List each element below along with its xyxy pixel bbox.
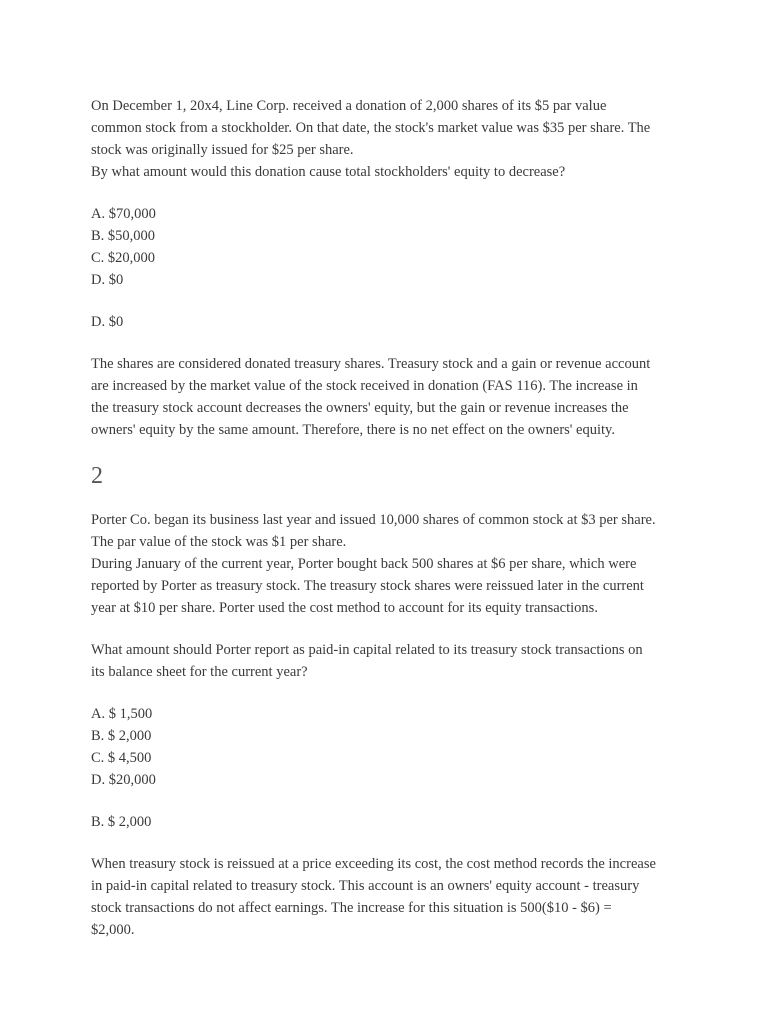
text-line: On December 1, 20x4, Line Corp. received a donation of 2,000 shares of its $5 par value [91, 98, 607, 114]
spacer [91, 833, 691, 853]
spacer [91, 791, 691, 811]
question-2-stem [91, 509, 691, 619]
text-line: are increased by the market value of the stock received in donation (FAS 116). The increase in [91, 378, 638, 394]
question-1-explanation [91, 353, 691, 441]
text-line: common stock from a stockholder. On that date, the stock's market value was $35 per share. The [91, 120, 651, 136]
question-2-explanation [91, 853, 691, 941]
text-line: By what amount would this donation cause total stockholders' equity to decrease? [91, 164, 566, 180]
answer-text: B. $ 2,000 [91, 814, 152, 830]
text-line: Porter Co. began its business last year and issued 10,000 shares of common stock at $3 per share. [91, 512, 656, 528]
question-1-stem [91, 95, 691, 183]
spacer [91, 333, 691, 353]
text-line: When treasury stock is reissued at a price exceeding its cost, the cost method records the increase [91, 856, 656, 872]
text-line: reported by Porter as treasury stock. The treasury stock shares were reissued later in the current [91, 578, 644, 594]
text-line: its balance sheet for the current year? [91, 664, 308, 680]
option-d: D. $0 [91, 272, 124, 288]
spacer [91, 619, 691, 639]
option-c: C. $ 4,500 [91, 750, 152, 766]
text-line: What amount should Porter report as paid-in capital related to its treasury stock transactions on [91, 642, 643, 658]
question-1-answer [91, 311, 691, 333]
text-line: $2,000. [91, 922, 135, 938]
option-b: B. $ 2,000 [91, 728, 152, 744]
spacer [91, 683, 691, 703]
text-line: the treasury stock account decreases the owners' equity, but the gain or revenue increases the [91, 400, 629, 416]
text-line: stock was originally issued for $25 per share. [91, 142, 354, 158]
question-2-answer [91, 811, 691, 833]
question-number: 2 [91, 463, 103, 489]
text-line: year at $10 per share. Porter used the cost method to account for its equity transactions. [91, 600, 598, 616]
option-a: A. $ 1,500 [91, 706, 153, 722]
question-2-options [91, 703, 691, 791]
option-d: D. $20,000 [91, 772, 156, 788]
spacer [91, 291, 691, 311]
option-a: A. $70,000 [91, 206, 156, 222]
answer-text: D. $0 [91, 314, 124, 330]
text-line: The par value of the stock was $1 per share. [91, 534, 347, 550]
option-c: C. $20,000 [91, 250, 156, 266]
spacer [91, 183, 691, 203]
spacer [91, 441, 691, 460]
question-2-prompt [91, 639, 691, 683]
text-line: in paid-in capital related to treasury stock. This account is an owners' equity account - treasury [91, 878, 640, 894]
text-line: stock transactions do not affect earnings. The increase for this situation is 500($10 - $6) = [91, 900, 612, 916]
text-line: During January of the current year, Porter bought back 500 shares at $6 per share, which were [91, 556, 637, 572]
question-1-options [91, 203, 691, 291]
option-b: B. $50,000 [91, 228, 156, 244]
text-line: owners' equity by the same amount. Therefore, there is no net effect on the owners' equity. [91, 422, 615, 438]
text-line: The shares are considered donated treasury shares. Treasury stock and a gain or revenue account [91, 356, 651, 372]
document-page [91, 95, 691, 941]
spacer [91, 490, 691, 509]
